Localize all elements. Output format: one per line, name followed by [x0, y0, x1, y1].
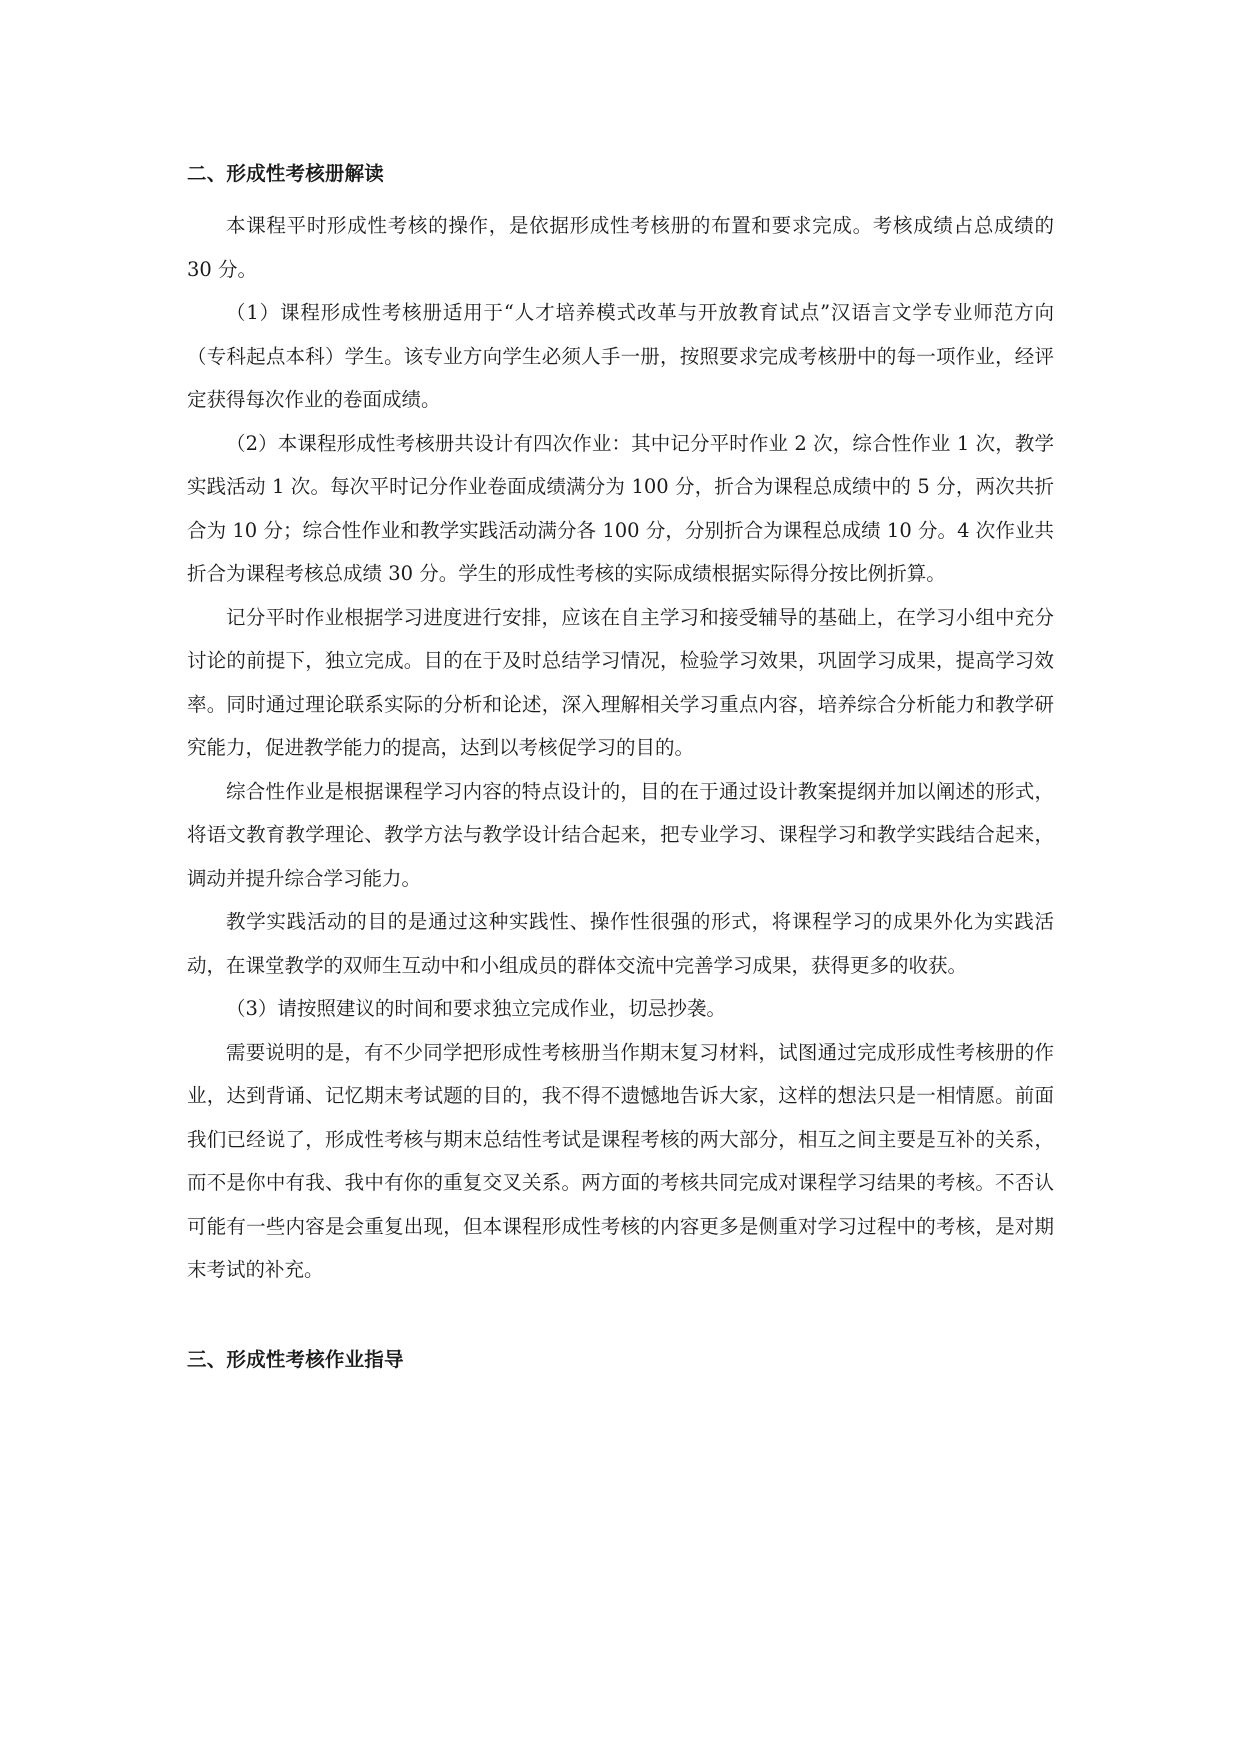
paragraph-regular-homework: 记分平时作业根据学习进度进行安排，应该在自主学习和接受辅导的基础上，在学习小组中充分讨论的前提下，独立完成。目的在于及时总结学习情况，检验学习效果，巩固学习成果，提高学习效率。同时通过理论联系实际的分析和论述，深入理解相关学习重点内容，培养综合分析能力和教学研究能力，促进教学能力的提高，达到以考核促学习的目的。	[187, 605, 1054, 759]
paragraph-teaching-practice: 教学实践活动的目的是通过这种实践性、操作性很强的形式，将课程学习的成果外化为实践活动，在课堂教学的双师生互动中和小组成员的群体交流中完善学习成果，获得更多的收获。	[187, 910, 1054, 977]
paragraph-item-3: （3）请按照建议的时间和要求独立完成作业，切忌抄袭。	[226, 997, 726, 1020]
section-heading-2: 二、形成性考核册解读	[187, 162, 385, 185]
paragraph-item-2: （2）本课程形成性考核册共设计有四次作业：其中记分平时作业 2 次，综合性作业 1 次，教学实践活动 1 次。每次平时记分作业卷面成绩满分为 100 分，折合为课程总成绩中的 5 分，两次共折合为 10 分；综合性作业和教学实践活动满分各 100 分，分别折合为课程总成绩 10 分。4 次作业共折合为课程考核总成绩 30 分。学生的形成性考核的实际成绩根据实际得分按比例折算。	[187, 431, 1054, 585]
document-body	[187, 158, 1054, 1376]
section-heading-3: 三、形成性考核作业指导	[187, 1347, 404, 1371]
paragraph-intro: 本课程平时形成性考核的操作，是依据形成性考核册的布置和要求完成。考核成绩占总成绩的 30 分。	[187, 214, 1054, 281]
paragraph-comprehensive-homework: 综合性作业是根据课程学习内容的特点设计的，目的在于通过设计教案提纲并加以阐述的形式，将语文教育教学理论、教学方法与教学设计结合起来，把专业学习、课程学习和教学实践结合起来，调动并提升综合学习能力。	[187, 779, 1054, 890]
paragraph-item-1: （1）课程形成性考核册适用于“人才培养模式改革与开放教育试点”汉语言文学专业师范方向（专科起点本科）学生。该专业方向学生必须人手一册，按照要求完成考核册中的每一项作业，经评定获得每次作业的卷面成绩。	[187, 301, 1054, 411]
paragraph-note: 需要说明的是，有不少同学把形成性考核册当作期末复习材料，试图通过完成形成性考核册的作业，达到背诵、记忆期末考试题的目的，我不得不遗憾地告诉大家，这样的想法只是一相情愿。前面我们已经说了，形成性考核与期末总结性考试是课程考核的两大部分，相互之间主要是互补的关系，而不是你中有我、我中有你的重复交叉关系。两方面的考核共同完成对课程学习结果的考核。不否认可能有一些内容是会重复出现，但本课程形成性考核的内容更多是侧重对学习过程中的考核，是对期末考试的补充。	[187, 1040, 1054, 1281]
